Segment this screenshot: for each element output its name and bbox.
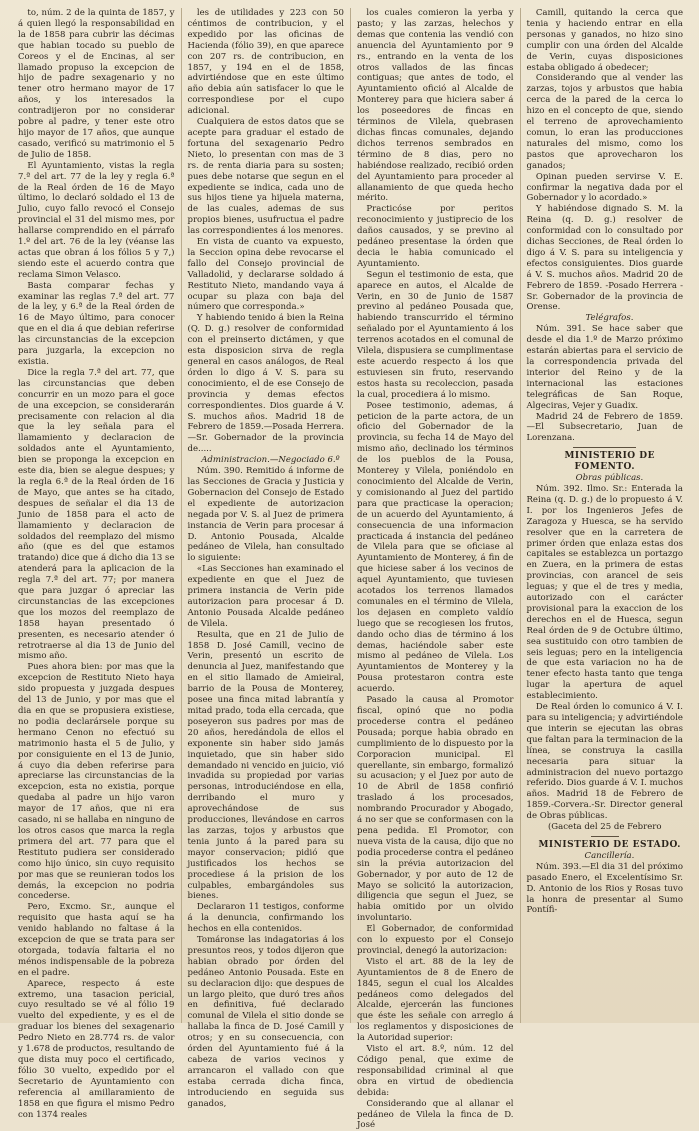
paragraph: Segun el testimonio de esta, que aparece en autos, el Alcalde de Verin, en 30 de Junio de 1587 previno al pedáneo Pousada que, habiendo transcurrido el término señalado por el Ayuntamiento á los terrenos acotados en el comunal de Vilela, dispusiera se cumplimentase este acuerdo respecto á los que estuviesen sin fruto, reservando estos hasta su recoleccion, pasada la cual, procediera á lo mismo. bbox=[357, 269, 514, 400]
paragraph: Tomáronse las indagatorias á los presuntos reos, y todos dijeron que habian obrado por órden del pedáneo Antonio Pousada. Este en su declaracion dijo: que despues de un largo pleito, que duró tres años en definitiva, fué declarado comunal de Vilela el sitio donde se hallaba la finca de D. José Camill y otros; y en su consecuencia, con órden del Ayuntamiento fué á la cabeza de varios vecinos y arrancaron el vallado con que estaba cerrada dicha finca, introduciendo en seguida sus ganados, bbox=[187, 935, 344, 1109]
column-2 bbox=[181, 8, 351, 1109]
telegrafos-heading: Telégrafos. bbox=[585, 313, 634, 324]
paragraph: «Las Secciones han examinado el expediente en que el Juez de primera instancia de Verin pide autorizacion para procesar á D. Antonio Pousada Alcalde pedáneo de Vilela. bbox=[187, 564, 344, 629]
section-heading: Administracion.—Negociado 6.º bbox=[201, 455, 340, 466]
paragraph: El Gobernador, de conformidad con lo expuesto por el Consejo provincial, denegó la autorizacion: bbox=[357, 924, 514, 956]
paragraph: En vista de cuanto va expuesto, la Seccion opina debe revocarse el fallo del Consejo provincial de Valladolid, y declararse soldado á Restituto Nieto, mandando vaya á ocupar su plaza con baja del número que corresponda.» bbox=[187, 237, 344, 313]
paragraph: Resulta, que en 21 de Julio de 1858 D. José Camill, vecino de Verin, presentó un escrito de denuncia al Juez, manifestando que en el sitio llamado de Amieiral, barrio de la Pousa de Monterey, posee una finca mitad labrantía y mitad prado, toda ella cercada, que poseyeron sus padres por mas de 20 años, heredándola de ellos el exponente sin haber sido jamás inquietado, que sin haber sido demandado ni vencido en juicio, vió invadida su propiedad por varias personas, introduciéndose en ella, derribando el muro y aprovechándose de sus producciones, llevándose en carros las zarzas, tojos y arbustos que tenia junto á la pared para su mayor conservacion; pidió que justificados los hechos se procediese á la prision de los culpables, embargándoles sus bienes. bbox=[187, 629, 344, 902]
paragraph: Camill, quitando la cerca que tenia y haciendo entrar en ella personas y ganados, no hizo sino cumplir con una órden del Alcalde de Verin, cuyas disposiciones estaba obligado á obedecer; bbox=[526, 8, 683, 73]
column-container bbox=[12, 8, 689, 1131]
paragraph: Basta comparar fechas y examinar las reglas 7.ª del art. 77 de la ley, y 6.ª de la Real órden de 16 de Mayo último, para conocer que en el dia á que debian referirse las circunstancias de la excepcion para juzgarla, la excepcion no existia. bbox=[18, 280, 175, 367]
paragraph: Aparece, respecto á este extremo, una tasacion pericial, cuyo resultado se vé al fólio 19 vuelto del expediente, y es el de graduar los bienes del sexagenario Pedro Nieto en 28.774 rs. de valor y 1.678 de productos, resultando de que dista muy poco el certificado, fólio 30 vuelto, expedido por el Secretario de Ayuntamiento con referencia al amillaramiento de 1858 en que figura el mismo Pedro con 1374 reales bbox=[18, 978, 175, 1120]
paragraph: Madrid 24 de Febrero de 1859. —El Subsecretario, Juan de Lorenzana. bbox=[526, 411, 683, 444]
paragraph: Considerando que al allanar el pedáneo de Vilela la finca de D. José bbox=[357, 1098, 514, 1131]
column-4 bbox=[520, 8, 690, 1023]
paragraph: Opinan pueden servirse V. E. confirmar la negativa dada por el Gobernador y lo acordado.» bbox=[526, 171, 683, 204]
paragraph: Núm. 390. Remitido á informe de las Secciones de Gracia y Justicia y Gobernacion del Consejo de Estado el expediente de autorizacion negada por V. S. al Juez de primera instancia de Verin para procesar á D. Antonio Pousada, Alcalde pedáneo de Vilela, han consultado lo siguiente: bbox=[187, 466, 344, 564]
paragraph: El Ayuntamiento, vistas la regla 7.ª del art. 77 de la ley y regla 6.ª de la Real órden de 16 de Mayo último, lo declaró soldado el 13 de Julio, cuyo fallo revocó el Consejo provincial el 31 del mismo mes, por hallarse comprendido en el párrafo 1.º del art. 76 de la ley (véanse las actas que obran á los fólios 5 y 7,) siendo este el acuerdo contra que reclama Simon Velasco. bbox=[18, 160, 175, 280]
paragraph: Y habiéndose dignado S. M. la Reina (q. D. g.) resolver de conformidad con lo consultado por dichas Secciones, de Real órden lo digo á V. S. para su inteligencia y efectos consiguientes. Dios guarde á V. S. muchos años. Madrid 20 de Febrero de 1859. -Posado Herrera -Sr. Gobernador de la provincia de Orense. bbox=[526, 204, 683, 313]
paragraph: Cualquiera de estos datos que se acepte para graduar el estado de fortuna del sexagenario Pedro Nieto, lo presentan con mas de 3 rs. de renta diaria para su sosten; pues debe notarse que segun en el expediente se indica, cada uno de sus hijos tiene ya hijuela materna, de las cuales, ademas de sus propios bienes, usufructua el padre las correspondientes á los menores. bbox=[187, 117, 344, 237]
paragraph: Pasado la causa al Promotor fiscal, opinó que no podia procederse contra el pedáneo Pousada; porque habia obrado en cumplimiento de lo dispuesto por la Corporacion municipal. El querellante, sin embargo, formalizó su acusacion; y el Juez por auto de 10 de Abril de 1858 confirió traslado á los procesados, nombrando Procurador y Abogado, á no ser que se conformasen con la pena pedida. El Promotor, con nueva vista de la causa, dijo que no podia procederse contra el pedáneo sin la prévia autorizacion del Gobernador, y por auto de 12 de Mayo se solicitó la autorizacion, diligencia que segun el Juez, se habia omitido por un olvido involuntario. bbox=[357, 695, 514, 924]
paragraph: Visto el art. 8.º, núm. 12 del Código penal, que exime de responsabilidad criminal al que obra en virtud de obediencia debida: bbox=[357, 1044, 514, 1098]
paragraph: los cuales comieron la yerba y pasto; y las zarzas, helechos y demas que contenia las vendió con anuencia del Ayuntamiento por 9 rs., entrando en la venta de los otros vallados de las fincas contiguas; que antes de todo, el Ayuntamiento ofició al Alcalde de Monterey para que hiciera saber á los poseedores de fincas en términos de Vilela, quebrasen dichas fincas comunales, dejando dichos terrenos sembrados en término de 8 dias, pero no habiéndose realizado, recibió orden del Ayuntamiento para proceder al allanamiento de que queda hecho mérito. bbox=[357, 8, 514, 204]
paragraph: Núm. 391. Se hace saber que desde el dia 1.º de Marzo próximo estarán abiertas para el servicio de la correspondencia privada del interior del Reino y de la internacional las estaciones telegráficas de San Roque, Algeciras, Vejer y Guadix. bbox=[526, 324, 683, 411]
divider-rule bbox=[573, 447, 636, 448]
paragraph: to, núm. 2 de la quinta de 1857, y á quien llegó la responsabilidad en la de 1858 para cubrir las décimas que habian tocado su pueblo de Coreos y el de Encinas, al ser llamado propuso la excepcion de hijo de padre sexagenario y no tener otro hermano mayor de 17 años, y los interesados la contradijeron por no considerar pobre al padre, y tener este otro hijo mayor de 17 años, que aunque casado, verificó su matrimonio el 5 de Julio de 1858. bbox=[18, 8, 175, 160]
paragraph: Considerando que al vender las zarzas, tojos y arbustos que habia cerca de la pared de la cerca lo hizo en el concepto de que, siendo el terreno de aprovechamiento comun, lo eran las producciones naturales del mismo, como los pastos que aprovecharon los ganados; bbox=[526, 73, 683, 171]
column-3 bbox=[350, 8, 520, 1131]
gaceta-note: (Gaceta del 25 de Febrero bbox=[547, 822, 662, 833]
paragraph: les de utilidades y 223 con 50 céntimos de contribucion, y el expedido por las oficinas de Hacienda (fólio 39), en que aparece con 207 rs. de contribucion, en 1857, y 194 en el de 1858, advirtiéndose que en este último año debia aún satisfacer lo que le correspondiese por el cupo adicional. bbox=[187, 8, 344, 117]
paragraph: Y habiendo tenido á bien la Reina (Q. D. g.) resolver de conformidad con el preinserto dictámen, y que esta disposicion sirva de regla general en casos análogos, de Real órden lo digo á V. S. para su conocimiento, el de ese Consejo de provincia y demas efectos correspondientes. Dios guarde á V. S. muchos años. Madrid 18 de Febrero de 1859.—Posada Herrera.—Sr. Gobernador de la provincia de..... bbox=[187, 313, 344, 455]
paragraph: Pues ahora bien: por mas que la excepcion de Restituto Nieto haya sido propuesta y juzgada despues del 13 de Junio, y por mas que el dia en que se propusiera existiese, no podia declarársele porque su hermano Cenon no efectuó su matrimonio hasta el 5 de Julio, y por consiguiente en el 13 de Junio, á cuyo dia deben referirse para apreciarse las circunstancias de la excepcion, esta no existia, porque quedaba al padre un hijo varon mayor de 17 años, que ni era casado, ni se hallaba en ninguno de los otros casos que marca la regla primera del art. 77 para que el Restituto pudiera ser considerado como hijo único, sin cuyo requisito por mas que se reunieran todos los demás, la excepcion no podria concederse. bbox=[18, 662, 175, 902]
ministry-heading-fomento: MINISTERIO DE FOMENTO. bbox=[564, 451, 655, 473]
paragraph: Visto el art. 88 de la ley de Ayuntamientos de 8 de Enero de 1845, segun el cual los Alcaldes pedáneos como delegados del Alcalde, ejercerán las funciones que éste les señale con arreglo á los reglamentos y disposiciones de la Autoridad superior: bbox=[357, 956, 514, 1044]
ministry-heading-estado: MINISTERIO DE ESTADO. bbox=[538, 839, 681, 850]
paragraph: Declararon 11 testigos, conforme á la denuncia, confirmando los hechos en ella contenidos. bbox=[187, 902, 344, 935]
paragraph: Núm. 393.—El dia 31 del próximo pasado Enero, el Excelentísimo Sr. D. Antonio de los Rios y Rosas tuvo la honra de presentar al Sumo Pontífi- bbox=[526, 861, 683, 916]
paragraph: De Real órden lo comunico á V. I. para su inteligencia; y advirtiéndole que interin se ejecutan las obras que faltan para la terminacion de la línea, se construya la casilla necesaria para situar la administracion del nuevo portazgo referido. Dios guarde á V. I. muchos años. Madrid 18 de Febrero de 1859.-Corvera.-Sr. Director general de Obras públicas. bbox=[526, 702, 683, 822]
divider-rule bbox=[591, 836, 619, 837]
column-1 bbox=[12, 8, 181, 1120]
paragraph: Practicóse por peritos reconocimiento y justiprecio de los daños causados, y se previno al pedáneo presentase la órden que decia le habia comunicado el Ayuntamiento. bbox=[357, 204, 514, 269]
paragraph: Núm. 392. Ilmo. Sr.: Enterada la Reina (q. D. g.) de lo propuesto á V. I. por los Ingenieros Jefes de Zaragoza y Huesca, se ha servido resolver que en la carretera de primer órden que enlaza estas dos capitales se establezca un portazgo en Zuera, en la primera de estas provincias, con arancel de seis leguas; y que el de tres y media, autorizado con el carácter provisional para la exaccion de los derechos en el de Huesca, segun Real órden de 9 de Octubre último, sea sustituido con otro tambien de seis leguas; pero en la inteligencia de que esta variacion no ha de tener efecto hasta tanto que tenga lugar la apertura de aquel establecimiento. bbox=[526, 483, 683, 702]
paragraph: Dice la regla 7.ª del art. 77, que las circunstancias que deben concurrir en un mozo para el goce de una excepcion, se considerarán precisamente con relacion al dia que la ley señala para el llamamiento y declaracion de soldados ante el Ayuntamiento, bien se proponga la excepcion en este dia, bien se alegue despues; y la regla 6.ª de la Real órden de 16 de Mayo, que antes se ha citado, despues de señalar el dia 13 de Junio de 1858 para el acto de llamamiento y declaracion de soldados del reemplazo del mismo año (que es del que estamos tratando) dice que á dicho dia 13 se atenderá para la aplicacion de la regla 7.ª del art. 77; por manera que para juzgar ó apreciar las circunstancias de las excepciones que los mozos del reemplazo de 1858 hayan presentado ó presenten, es necesario atender ó retrotraerse al dia 13 de Junio del mismo año. bbox=[18, 367, 175, 662]
cancilleria-heading: Cancillería. bbox=[584, 850, 635, 861]
obras-heading: Obras públicas. bbox=[575, 473, 644, 484]
paragraph: Pero, Excmo. Sr., aunque el requisito que hasta aquí se ha venido hablando no faltase á la excepcion de que se trata para ser otorgada, todavía faltaria el no ménos indispensable de la pobreza en el padre. bbox=[18, 902, 175, 978]
paragraph: Posee testimonio, ademas, á peticion de la parte actora, de un oficio del Gobernador de la provincia, su fecha 14 de Mayo del mismo año, declinado los términos de los pueblos de la Pousa, Monterey y Vilela, poniéndolo en conocimiento del Alcalde de Verin, y comisionando al Juez del partido para que practicase la operacion; de un acuerdo del Ayuntamiento, á consecuencia de una informacion practicada á instancia del pedáneo de Vilela para que se oficiase al Ayuntamiento de Monterey, á fin de que hiciese saber á los vecinos de aquel Ayuntamiento, que tuviesen acotados los terrenos llamados comunales en el término de Vilela, los dejasen en completo valdío luego que se recogiesen los frutos, dando ocho dias de término á los demas, haciéndole saber este mismo al pedáneo de Vilela. Los Ayuntamientos de Monterey y la Pousa protestaron contra este acuerdo. bbox=[357, 400, 514, 695]
